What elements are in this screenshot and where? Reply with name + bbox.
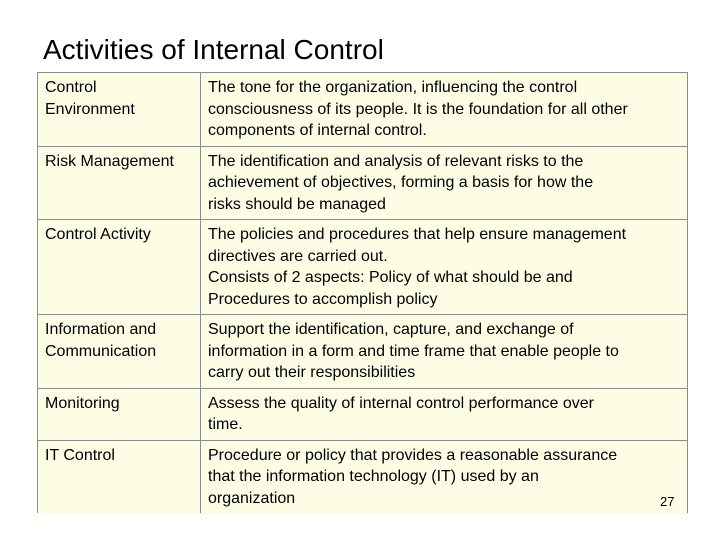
term-line: Control Activity xyxy=(45,226,151,243)
description-cell xyxy=(201,315,688,389)
slide-title: Activities of Internal Control xyxy=(43,34,384,65)
description-line: Support the identification, capture, and exchange of xyxy=(208,321,574,338)
term-cell xyxy=(38,146,201,220)
description-line: The tone for the organization, influencing the control xyxy=(208,79,578,96)
description-line: carry out their responsibilities xyxy=(208,364,416,381)
table-row xyxy=(38,73,688,147)
table-row xyxy=(38,315,688,389)
table-row xyxy=(38,388,688,440)
description-line: Consists of 2 aspects: Policy of what should be and xyxy=(208,269,573,286)
description-cell xyxy=(201,440,688,514)
description-line: The policies and procedures that help ensure management xyxy=(208,226,627,243)
term-line: Control xyxy=(45,79,97,96)
internal-control-table xyxy=(37,72,688,514)
term-line: Information and xyxy=(45,321,157,338)
description-cell xyxy=(201,73,688,147)
description-line: Procedures to accomplish policy xyxy=(208,290,438,308)
term-cell xyxy=(38,388,201,440)
description-line: organization xyxy=(208,489,296,507)
description-line: time. xyxy=(208,416,243,433)
description-cell xyxy=(201,388,688,440)
table-row xyxy=(38,146,688,220)
description-cell xyxy=(201,220,688,315)
term-cell xyxy=(38,315,201,389)
description-line: consciousness of its people. It is the foundation for all other xyxy=(208,100,628,118)
term-line: IT Control xyxy=(45,446,115,464)
description-line: Assess the quality of internal control performance over xyxy=(208,394,594,412)
table-row xyxy=(38,440,688,514)
description-line: that the information technology (IT) used by an xyxy=(208,468,539,485)
description-line: components of internal control. xyxy=(208,122,427,139)
description-line: Procedure or policy that provides a reasonable assurance xyxy=(208,446,618,464)
description-cell xyxy=(201,146,688,220)
term-cell xyxy=(38,73,201,147)
description-line: directives are carried out. xyxy=(208,247,388,265)
description-line: achievement of objectives, forming a basis for how the xyxy=(208,174,594,191)
description-line: The identification and analysis of relevant risks to the xyxy=(208,152,584,170)
term-line: Risk Management xyxy=(45,152,174,170)
description-line: information in a form and time frame that enable people to xyxy=(208,342,619,360)
description-line: risks should be managed xyxy=(208,195,386,213)
page-number: 27 xyxy=(660,494,675,509)
term-cell xyxy=(38,440,201,514)
term-cell xyxy=(38,220,201,315)
term-line: Monitoring xyxy=(45,394,120,412)
term-line: Environment xyxy=(45,100,135,118)
table-row xyxy=(38,220,688,315)
term-line: Communication xyxy=(45,342,157,360)
